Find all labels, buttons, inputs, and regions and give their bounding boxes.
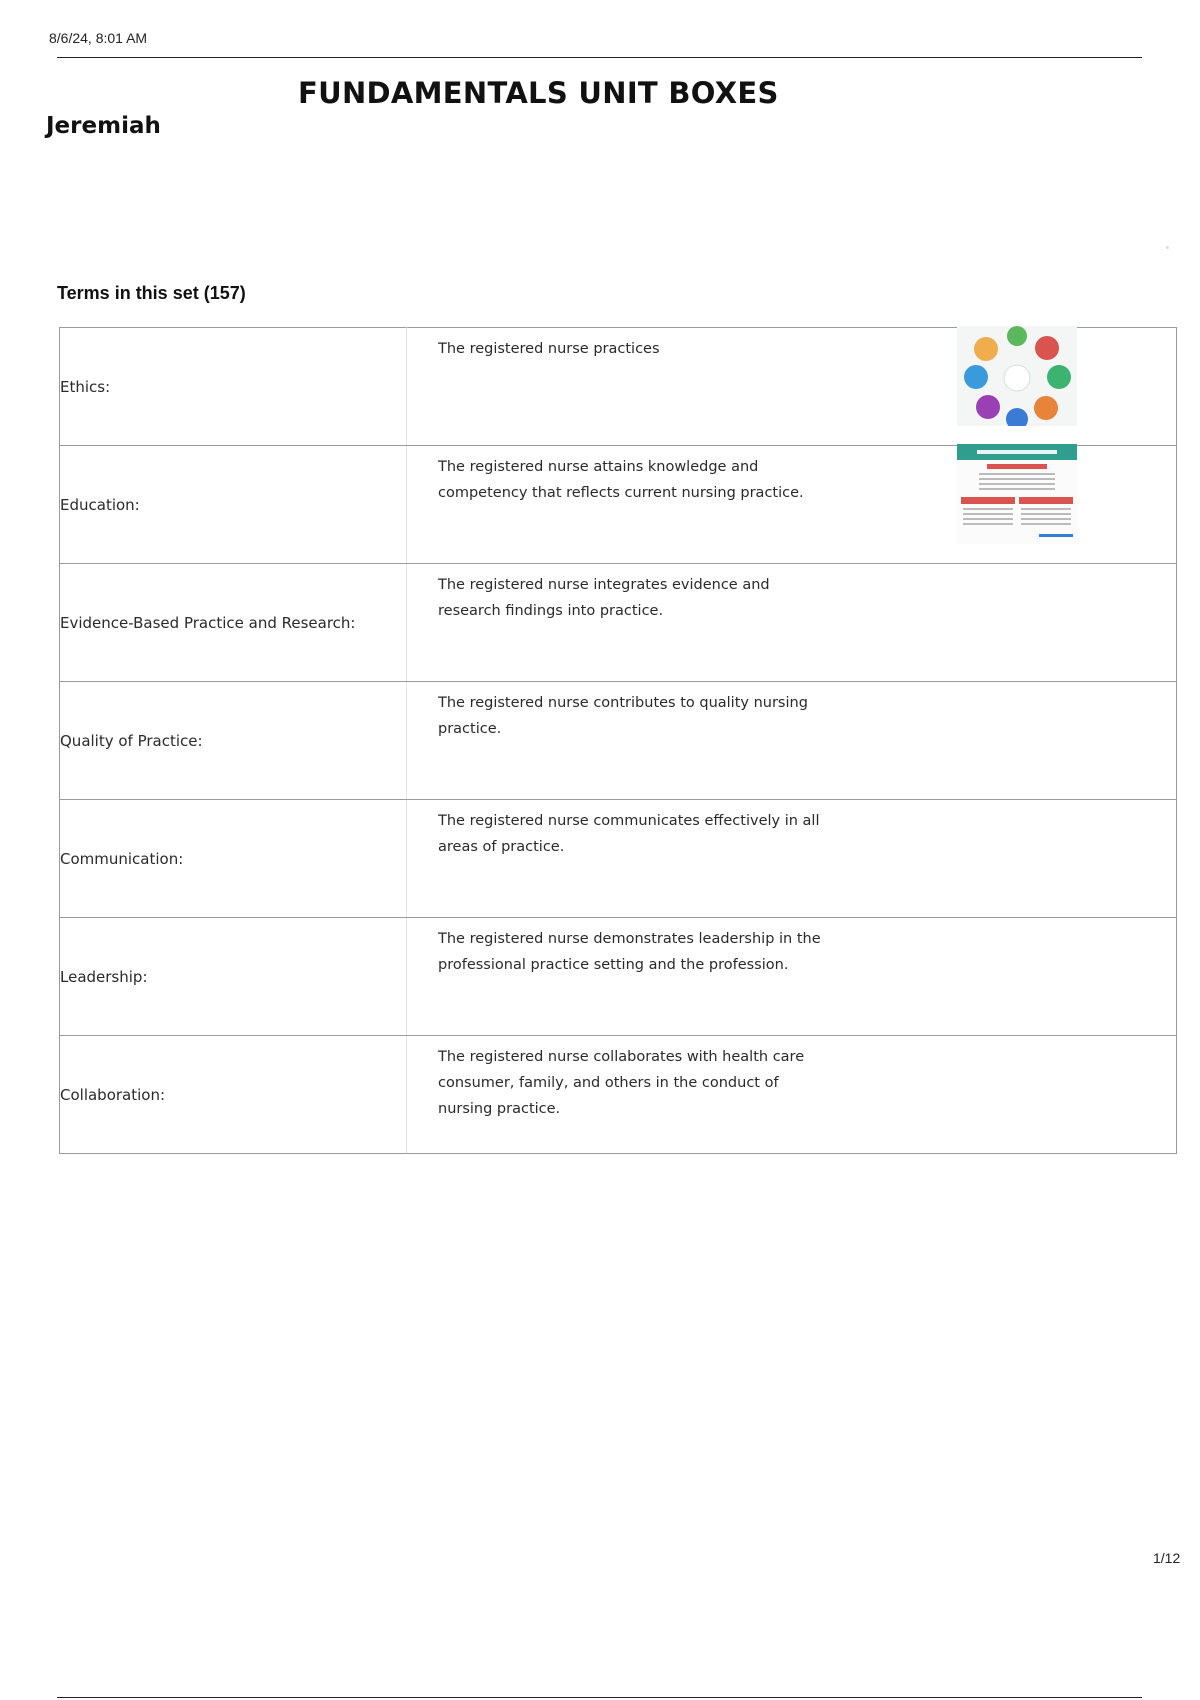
- definition-text: The registered nurse collaborates with health care consumer, family, and others in the conduct of nursing practice.: [438, 1049, 805, 1117]
- definition-text: The registered nurse contributes to quality nursing practice.: [438, 695, 808, 737]
- definition-text: The registered nurse attains knowledge and competency that reflects current nursing practice.: [438, 459, 804, 501]
- definition-text: The registered nurse communicates effectively in all areas of practice.: [438, 813, 820, 855]
- term-cell: Ethics:: [60, 328, 407, 446]
- term-cell: Evidence-Based Practice and Research:: [60, 564, 407, 682]
- table-row: [60, 682, 1177, 800]
- page-title: FUNDAMENTALS UNIT BOXES: [298, 76, 779, 110]
- definition-cell: [407, 1036, 1177, 1154]
- table-row: [60, 800, 1177, 918]
- term-cell: Quality of Practice:: [60, 682, 407, 800]
- term-cell: Communication:: [60, 800, 407, 918]
- definition-cell: [407, 446, 1177, 564]
- definition-cell: [407, 682, 1177, 800]
- term-cell: Leadership:: [60, 918, 407, 1036]
- terms-count-heading: Terms in this set (157): [57, 283, 246, 303]
- table-row: [60, 446, 1177, 564]
- print-timestamp: 8/6/24, 8:01 AM: [49, 30, 148, 46]
- terms-table: [59, 327, 1177, 1154]
- term-cell: Collaboration:: [60, 1036, 407, 1154]
- author-name: Jeremiah: [46, 113, 161, 139]
- types-of-nurses-infographic-image: [957, 444, 1077, 544]
- term-cell: Education:: [60, 446, 407, 564]
- header-divider: [57, 57, 1142, 58]
- definition-text: The registered nurse integrates evidence and research findings into practice.: [438, 577, 770, 619]
- definition-text: The registered nurse practices: [438, 341, 660, 357]
- definition-cell: [407, 564, 1177, 682]
- definition-text: The registered nurse demonstrates leadership in the professional practice setting and the profession.: [438, 931, 821, 973]
- page-number: 1/12: [1153, 1550, 1181, 1566]
- table-row: [60, 564, 1177, 682]
- definition-cell: [407, 800, 1177, 918]
- definition-cell: [407, 918, 1177, 1036]
- table-row: [60, 918, 1177, 1036]
- decorative-dot: [1166, 246, 1169, 249]
- ethics-circle-diagram-image: [957, 326, 1077, 426]
- footer-divider: [57, 1697, 1142, 1698]
- definition-cell: [407, 328, 1177, 446]
- table-row: [60, 328, 1177, 446]
- table-row: [60, 1036, 1177, 1154]
